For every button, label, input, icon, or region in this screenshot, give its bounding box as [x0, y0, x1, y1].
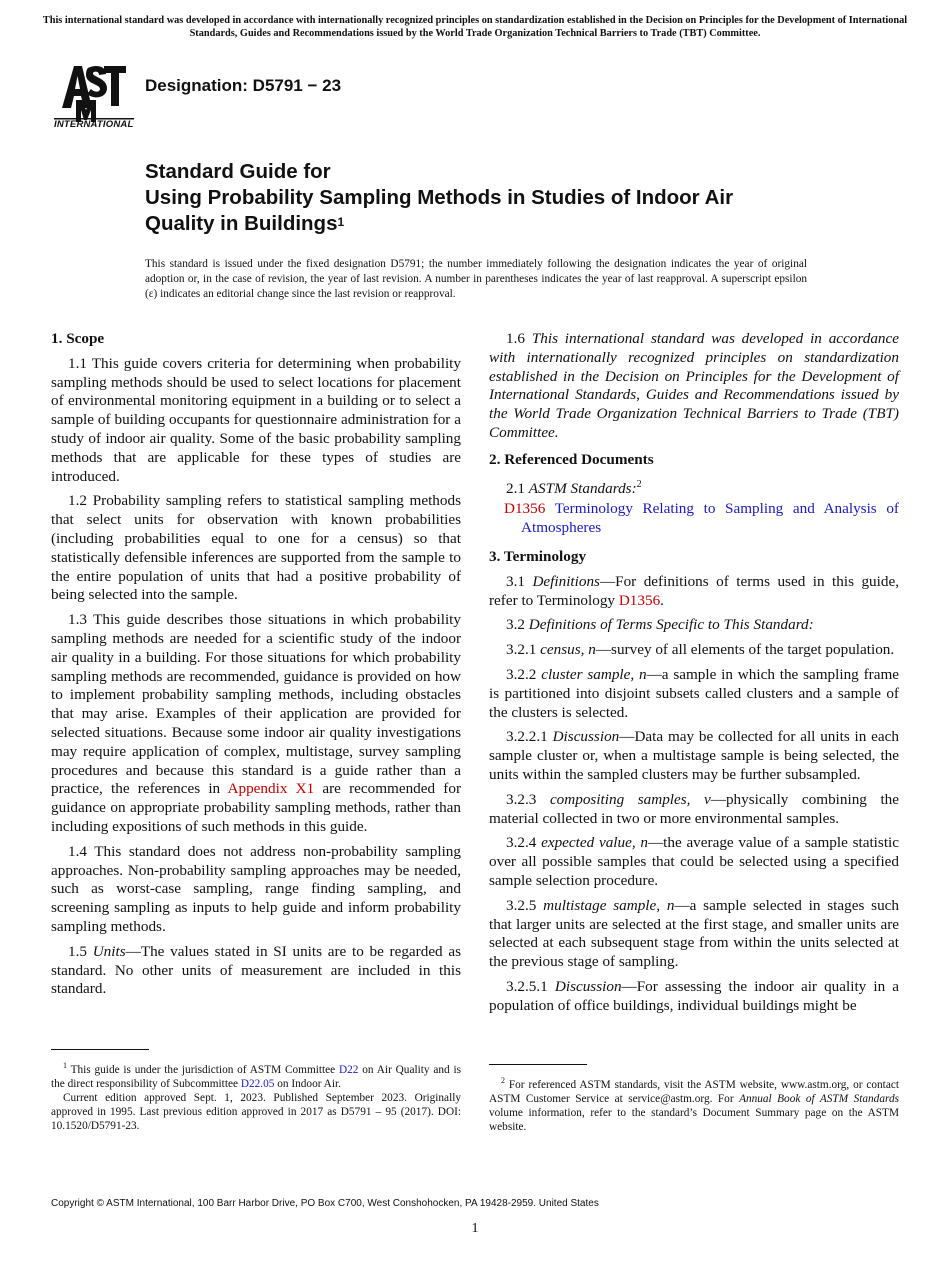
para-3-2-2: 3.2.2 cluster sample, n—a sample in which the sampling frame is partitioned into disjoint subsets called clusters and a sample of the clusters is selected.	[489, 666, 900, 721]
astm-logo	[52, 56, 136, 134]
left-column	[51, 330, 461, 1005]
para-3-2: 3.2 Definitions of Terms Specific to This Standard:	[506, 616, 814, 634]
para-3-1: 3.1 Definitions—For definitions of terms used in this guide, refer to Terminology D1356.	[489, 572, 899, 609]
para-1-1: 1.1 This guide covers criteria for determining when probability sampling methods should be used to select locations for placement of environmental monitoring equipment in a building or to select a sample of building occupants for questionnaire administration for a study of indoor air quality. Some of the basic probability sampling methods that are applicable for these types of studies are introduced.	[51, 354, 461, 485]
ref-title-d1356[interactable]: Terminology Relating to Sampling and Analysis of Atmospheres	[521, 500, 899, 537]
terminology-d1356-link[interactable]: D1356	[618, 591, 661, 609]
committee-d22-link[interactable]: D22	[339, 1063, 359, 1076]
top-notice: This international standard was developed in accordance with internationally recognized principles on standardization established in the Decision on Principles for the Development of International Standards, Guides and Recommendations issued by the World Trade Organization Technical Barriers to Trade (TBT) Committee.	[42, 15, 908, 39]
title-footnote-mark: 1	[337, 215, 345, 229]
para-1-5: 1.5 Units—The values stated in SI units are to be regarded as standard. No other units of measurement are included in this standard.	[51, 942, 462, 998]
right-column	[489, 330, 899, 1022]
footnote-2: $^2$ For referenced ASTM standards, visit the ASTM website, www.astm.org, or contact ASTM Customer Service at service@astm.org. For Annual Book of ASTM Standards volume information, refer to the standard’s Document Summary page on the ASTM website.	[489, 1076, 899, 1133]
para-1-4: 1.4 This standard does not address non-probability sampling approaches. Non-probability sampling approaches may be needed, such as worst-case sampling, range finding sampling, and screening sampling as inputs to help guide and inform probability sampling methods.	[51, 842, 461, 935]
para-3-2-5-1: 3.2.5.1 Discussion—For assessing the indoor air quality in a population of office buildings, individual buildings might be	[489, 977, 900, 1014]
para-3-2-4: 3.2.4 expected value, n—the average value of a sample statistic over all possible samples that could be selected using a specified sample selection procedure.	[489, 834, 899, 889]
section-3-heading: 3. Terminology	[489, 548, 587, 566]
section-1-heading: 1. Scope	[51, 330, 105, 347]
issuance-statement: This standard is issued under the fixed designation D5791; the number immediately following the designation indicates the year of original adoption or, in the case of revision, the year of last revision. A number in parentheses indicates the year of last reapproval. A superscript epsilon (ε) indicates an editorial change since the last revision or reapproval.	[145, 258, 807, 300]
section-2-heading: 2. Referenced Documents	[489, 450, 654, 468]
title-line-2: Using Probability Sampling Methods in Studies of Indoor Air	[145, 186, 734, 209]
title-line-1: Standard Guide for	[145, 160, 331, 183]
logo-subtitle: INTERNATIONAL	[54, 119, 134, 130]
para-3-2-5: 3.2.5 multistage sample, n—a sample selected in stages such that larger units are selected at the first stage, and smaller units are selected at each subsequent stage from within the units selected at the previous stage of sampling.	[489, 896, 900, 971]
document-title	[145, 159, 835, 237]
para-1-6: 1.6 This international standard was developed in accordance with internationally recognized principles on standardization established in the Decision on Principles for the Development of International Standards, Guides and Recommendations issued by the World Trade Organization Technical Barriers to Trade (TBT) Committee.	[489, 330, 899, 441]
ref-code-d1356[interactable]: D1356	[504, 500, 546, 518]
para-1-3: 1.3 This guide describes those situations in which probability sampling methods are needed for a scientific study of the indoor air quality in a building. For those situations for which probability sampling methods are recommended, guidance is provided on how to implement probability sampling methods, including obstacles that may arise. Examples of their application are provided for selected situations. Because some indoor air quality investigations may require application of complex, multistage, survey sampling procedures and because this standard is a guide rather than a practice, the references in Appendix X1 are recommended for guidance on appropriate probability sampling methods, rather than including expositions of such methods in this guide.	[51, 611, 461, 835]
footnote-1-edition: Current edition approved Sept. 1, 2023. Published September 2023. Originally approved in 1995. Last previous edition approved in 2017 as D5791 – 95 (2017). DOI: 10.1520/D5791-23.	[51, 1091, 461, 1132]
footnote-1: $^1$ This guide is under the jurisdiction of ASTM Committee D22 on Air Quality and is the direct responsibility of Subcommittee D22.05 on Indoor Air. Current edition approved Sept. 1, 2023. Published September 2023. Originally approved in 1995. Last previous edition approved in 2017 as D5791 – 95 (2017). DOI: 10.1520/D5791-23.	[51, 1061, 461, 1132]
footnote-rule-left	[51, 1049, 149, 1050]
subcommittee-d22-05-link[interactable]: D22.05	[240, 1077, 275, 1090]
designation: Designation: D5791 − 23	[145, 76, 342, 95]
copyright-line: Copyright © ASTM International, 100 Barr Harbor Drive, PO Box C700, West Conshohocken, PA 19428-2959. United States	[51, 1198, 599, 1209]
para-3-2-2-1: 3.2.2.1 Discussion—Data may be collected for all units in each sample cluster or, when a multistage sample is being selected, the units within the sampled clusters may be further subsampled.	[489, 728, 899, 783]
footnote-rule-right	[489, 1064, 587, 1065]
page-number: 1	[471, 1221, 479, 1236]
title-line-3: Quality in Buildings	[145, 212, 338, 235]
para-1-2: 1.2 Probability sampling refers to statistical sampling methods that select units for observation with known probabilities (including probabilities equal to one for a census) so that statistically defensible inferences are supported from the sample to the entire population of units that had a positive probability of being selected into the sample.	[51, 492, 461, 604]
para-2-1: 2.1 ASTM Standards:$^2$	[506, 478, 642, 497]
para-3-2-3: 3.2.3 compositing samples, v—physically combining the material collected in two or more environmental samples.	[489, 790, 899, 827]
appendix-x1-link[interactable]: Appendix X1	[227, 780, 315, 798]
para-3-2-1: 3.2.1 census, n—survey of all elements of the target population.	[506, 641, 895, 659]
reference-d1356	[489, 500, 899, 538]
